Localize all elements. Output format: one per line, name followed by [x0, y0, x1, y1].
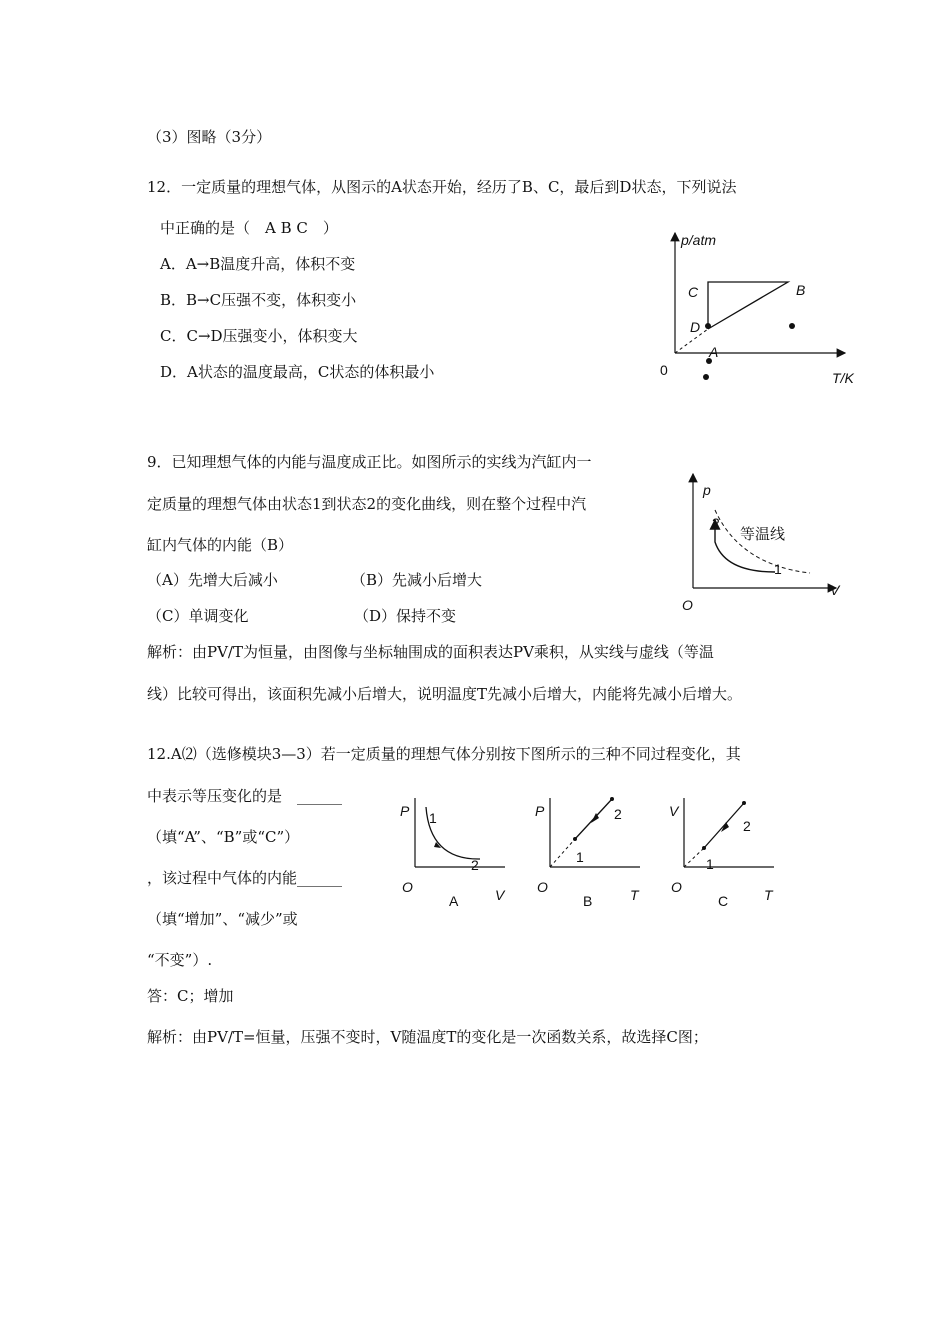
q12b-graph-a: [395, 795, 515, 910]
q9-line3: 缸内气体的内能（B）: [147, 536, 294, 554]
q9-option-d: （D）保持不变: [354, 607, 457, 625]
q12a-stem-line2: 中正确的是（ A B C ）: [160, 219, 338, 237]
q12a-option-b: B．B→C压强不变，体积变小: [160, 291, 357, 309]
q12b-a-origin: O: [402, 879, 413, 895]
q12b-a-x-label: V: [495, 887, 505, 903]
q12b-line1: 12.A⑵（选修模块3—3）若一定质量的理想气体分别按下图所示的三种不同过程变化，其: [147, 745, 741, 763]
q12b-c-name: C: [718, 893, 729, 909]
q9-line2: 定质量的理想气体由状态1到状态2的变化曲线，则在整个过程中汽: [147, 495, 587, 513]
q9-state2-label: 2: [712, 515, 720, 531]
q12b-line5: （填“增加”、“减少”或: [147, 910, 298, 928]
q12a-dot-d: [705, 323, 711, 329]
q12b-b-origin: O: [537, 879, 548, 895]
q12b-line3: （填“A”、“B”或“C”）: [147, 828, 300, 846]
q12a-y-label: p/atm: [681, 232, 717, 248]
q12b-analysis: 解析：由PV/T=恒量，压强不变时，V随温度T的变化是一次函数关系，故选择C图；: [147, 1028, 708, 1046]
q12b-line6: “不变”）.: [147, 951, 213, 969]
q12a-option-a: A．A→B温度升高，体积不变: [160, 255, 356, 273]
q9-line1: 9．已知理想气体的内能与温度成正比。如图所示的实线为汽缸内一: [147, 453, 592, 471]
q12b-c-state2: 2: [743, 818, 751, 834]
q9-option-a: （A）先增大后减小: [147, 571, 278, 589]
q12a-label-d: D: [690, 319, 701, 335]
q9-origin: O: [682, 597, 693, 613]
q12b-c-dashed: [684, 848, 704, 867]
q12a-label-a: A: [709, 344, 719, 360]
q12b-b-state2: 2: [614, 806, 622, 822]
q12a-path: [708, 282, 788, 329]
q12b-c-x-label: T: [764, 887, 773, 903]
q12a-dot-right: [789, 323, 795, 329]
q12a-origin: 0: [660, 362, 668, 378]
q9-x-label: V: [830, 582, 840, 598]
q9-option-c: （C）单调变化: [147, 607, 249, 625]
q12b-b-y-label: P: [535, 803, 545, 819]
q12a-option-c: C．C→D压强变小，体积变大: [160, 327, 358, 345]
q9-option-b: （B）先减小后增大: [351, 571, 483, 589]
q9-state1-label: 1: [774, 561, 782, 577]
q12a-x-label: T/K: [832, 370, 854, 386]
q12b-graph-b: [530, 795, 650, 910]
q12a-dot-bottom: [703, 374, 709, 380]
q12a-stem-line1: 12．一定质量的理想气体，从图示的A状态开始，经历了B、C，最后到D状态，下列说法: [147, 178, 737, 196]
q9-isotherm-label: 等温线: [740, 525, 786, 543]
q12b-b-name: B: [583, 893, 593, 909]
q12b-b-dashed: [550, 839, 575, 867]
q12b-line4: ，该过程中气体的内能______: [147, 869, 343, 887]
section3-line: （3）图略（3分）: [147, 128, 272, 146]
q9-analysis-line1: 解析：由PV/T为恒量，由图像与坐标轴围成的面积表达PV乘积，从实线与虚线（等温: [147, 643, 714, 661]
q12a-graph: [640, 225, 870, 395]
q12b-graph-c: [664, 795, 784, 910]
q12b-b-x-label: T: [630, 887, 639, 903]
q12b-c-dot1: [702, 846, 706, 850]
q12b-b-state1: 1: [576, 849, 584, 865]
q9-graph: [670, 470, 850, 620]
q12b-b-dot2: [610, 797, 614, 801]
q12b-c-dot2: [742, 801, 746, 805]
q12a-label-b: B: [796, 282, 806, 298]
q9-y-label: p: [703, 482, 711, 498]
q12b-answer: 答：C；增加: [147, 987, 234, 1005]
q9-analysis-line2: 线）比较可得出，该面积先减小后增大，说明温度T先减小后增大，内能将先减小后增大。: [147, 685, 743, 703]
q12a-option-d: D．A状态的温度最高，C状态的体积最小: [160, 363, 435, 381]
q12b-b-dot1: [573, 837, 577, 841]
q12b-c-origin: O: [671, 879, 682, 895]
q12b-c-line: [704, 803, 744, 848]
q12b-a-y-label: P: [400, 803, 410, 819]
q12b-c-state1: 1: [706, 856, 714, 872]
q12a-label-c: C: [688, 284, 699, 300]
q12b-c-y-label: V: [669, 803, 679, 819]
q12b-a-state1: 1: [429, 810, 437, 826]
q12b-line2: 中表示等压变化的是 ______: [147, 787, 343, 805]
q12b-a-name: A: [449, 893, 459, 909]
q12b-a-state2: 2: [471, 857, 479, 873]
